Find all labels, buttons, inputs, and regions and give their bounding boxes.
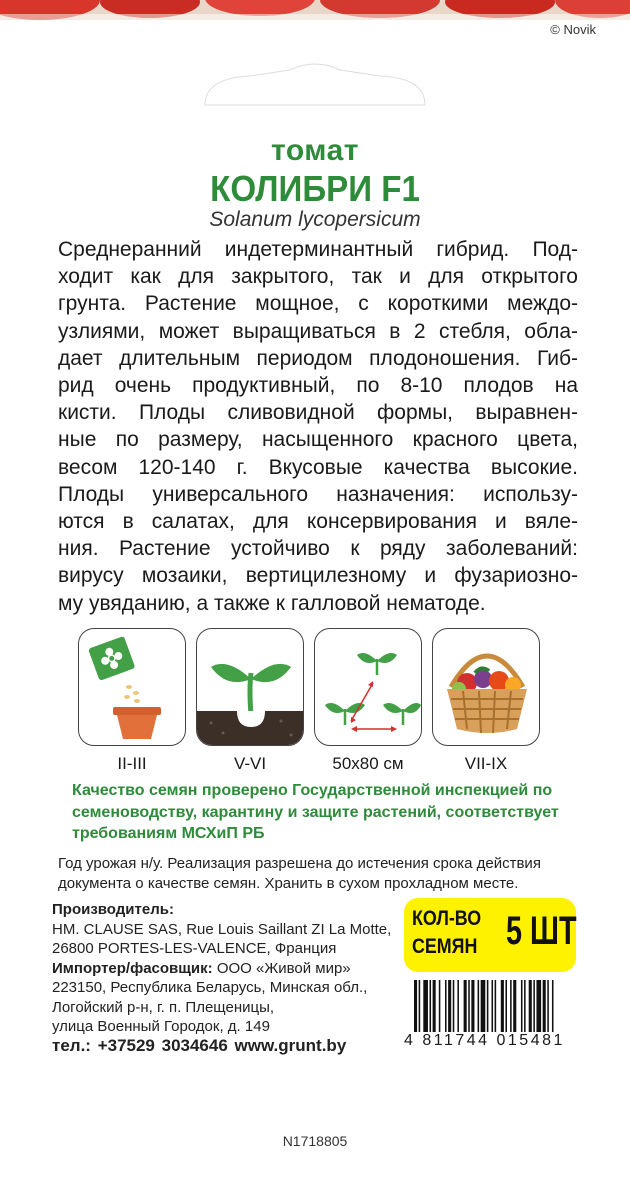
description-line: Плоды универсального назначения: использу- [58,482,578,506]
description-line: му увяданию, а также к галловой нематоде. [58,591,486,615]
title-background-shape [0,0,630,140]
description-line: Среднеранний индетерминантный гибрид. Под- [58,238,578,261]
importer-label: Импортер/фасовщик: [52,959,213,977]
importer-address-line: Логойский р-н, г. п. Плещеницы, [52,998,275,1016]
description-line: весом 120-140 г. Вкусовые качества высокие. [58,455,578,479]
product-name: КОЛИБРИ F1 [210,168,420,209]
sowing-period-label: II-III [117,754,147,773]
sowing-pot-icon [78,628,186,746]
producer-address-line: HM. CLAUSE SAS, Rue Louis Saillant ZI La Motte, [52,920,392,938]
description-line: ния. Растение устойчиво к ряду заболеваний: [58,537,578,561]
importer-address-line: улица Военный Городок, д. 149 [52,1018,270,1035]
certification-line: Качество семян проверено Государственной инспекцией по [72,782,553,799]
description-line: грунта. Растение мощное, с короткими междо- [58,292,578,316]
description-line: ные по размеру, насыщенного красного цвета, [58,428,578,452]
barcode-bars [414,980,582,1032]
storage-notice [58,854,598,894]
product-description [58,236,578,617]
seed-count-label-line: СЕМЯН [412,935,478,958]
description-line: ходит как для закрытого, так и для открытого [58,265,578,289]
importer-address-line: 223150, Республика Беларусь, Минская обл., [52,979,368,996]
seed-count-label-line: КОЛ-ВО [412,907,482,930]
description-line: вирусу мозаики, вертицилезному и фузариозно- [58,564,578,588]
seed-count-value: 5 ШТ [506,909,577,953]
planting-scheme-icon [314,628,422,746]
document-code: N1718805 [282,1133,348,1149]
barcode-number: 4 811744 015481 [404,1032,565,1049]
seedling-period-label: V-VI [233,754,267,773]
certification-line: семеноводству, карантину и защите растений, соответствует [72,803,559,821]
description-line: ются в салатах, для консервирования и вяле- [58,510,578,534]
product-latin-name: Solanum lycopersicum [209,208,421,231]
copyright: © Novik [550,22,596,37]
producer-info [52,900,391,1037]
harvest-basket-icon [432,628,540,746]
storage-line: Год урожая н/у. Реализация разрешена до истечения срока действия [58,855,541,872]
storage-line: документа о качестве семян. Хранить в сухом прохладном месте. [58,875,519,892]
certification-line: требованиям МСХиП РБ [72,825,265,842]
description-line: дает длительным периодом плодоношения. Гиб- [58,346,578,370]
planting-scheme-label: 50x80 см [332,754,404,773]
producer-address-line: 26800 PORTES-LES-VALENCE, Франция [52,940,337,957]
seedling-icon [196,628,304,746]
description-line: узлиями, может выращиваться в 2 стебля, обла- [58,319,578,343]
seed-count-label [412,905,481,961]
harvest-period-label: VII-IX [464,754,508,773]
description-line: кисти. Плоды сливовидной формы, выравнен- [58,401,578,425]
description-line: рид очень продуктивный, по 8-10 плодов на [58,374,578,398]
product-kind: томат [271,134,359,167]
importer-name: ООО «Живой мир» [212,959,351,977]
contacts: тел.: +37529 3034646 www.grunt.by [52,1036,347,1055]
producer-label: Производитель: [52,901,174,918]
certification-notice [72,780,572,845]
seed-count-badge [404,898,576,972]
